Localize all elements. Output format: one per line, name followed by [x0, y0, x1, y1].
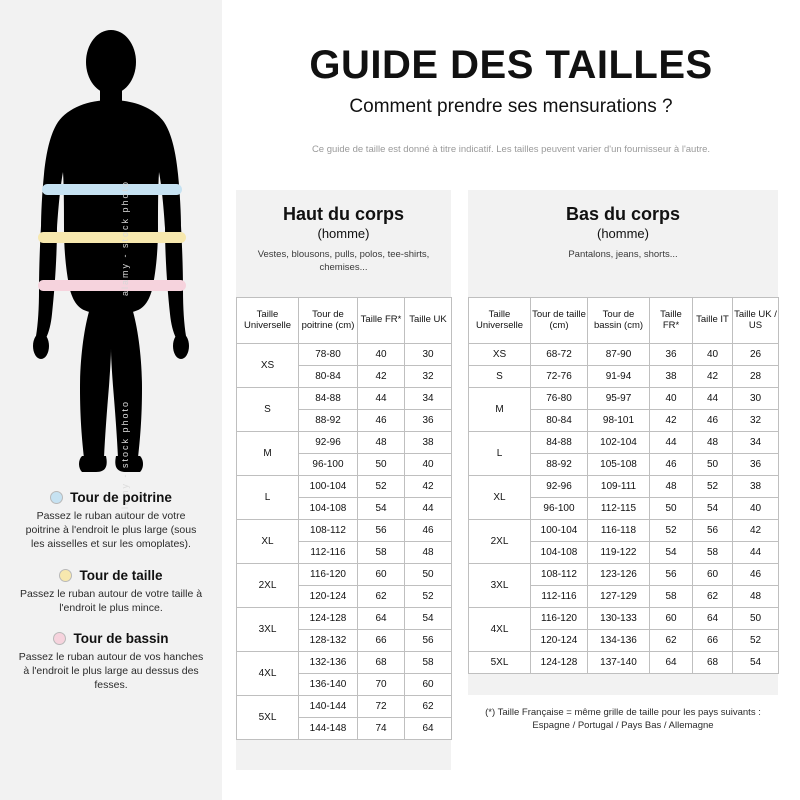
table-cell: 120-124	[299, 586, 358, 608]
table-cell: 88-92	[531, 454, 588, 476]
legend-waist-title-row	[14, 568, 208, 583]
table-cell: 52	[693, 476, 733, 498]
table-cell: 105-108	[588, 454, 650, 476]
table-cell: 91-94	[588, 366, 650, 388]
legend-chest	[14, 490, 208, 552]
universal-size-cell: 2XL	[237, 564, 299, 608]
column-header: Taille UK / US	[733, 298, 779, 344]
table-cell: 58	[693, 542, 733, 564]
column-header: Tour de bassin (cm)	[588, 298, 650, 344]
universal-size-cell: S	[237, 388, 299, 432]
universal-size-cell: L	[237, 476, 299, 520]
table-cell: 112-116	[531, 586, 588, 608]
waist-band-marker	[38, 232, 186, 243]
table-cell: 108-112	[531, 564, 588, 586]
table-cell: 42	[733, 520, 779, 542]
measurement-legend	[0, 490, 222, 708]
table-row	[469, 564, 779, 586]
legend-hip-title-row	[14, 631, 208, 646]
table-cell: 32	[405, 366, 452, 388]
table-cell: 96-100	[299, 454, 358, 476]
table-cell: 44	[358, 388, 405, 410]
table-cell: 60	[405, 674, 452, 696]
upper-body-title: Haut du corps	[282, 204, 404, 224]
universal-size-cell: 5XL	[469, 652, 531, 674]
table-cell: 68	[693, 652, 733, 674]
table-cell: 36	[405, 410, 452, 432]
table-cell: 66	[358, 630, 405, 652]
table-cell: 62	[405, 696, 452, 718]
table-cell: 66	[693, 630, 733, 652]
table-cell: 116-120	[299, 564, 358, 586]
table-cell: 116-120	[531, 608, 588, 630]
legend-waist	[14, 568, 208, 615]
table-cell: 104-108	[299, 498, 358, 520]
table-cell: 50	[405, 564, 452, 586]
table-cell: 124-128	[299, 608, 358, 630]
table-cell: 38	[733, 476, 779, 498]
table-cell: 98-101	[588, 410, 650, 432]
table-row	[237, 432, 452, 454]
table-cell: 40	[733, 498, 779, 520]
table-row	[237, 388, 452, 410]
table-cell: 48	[693, 432, 733, 454]
table-cell: 38	[650, 366, 693, 388]
table-footnote: (*) Taille Française = même grille de taille pour les pays suivants : Espagne / Portugal / Pays Bas / Allemagne	[485, 707, 761, 732]
legend-waist-title: Tour de taille	[79, 567, 163, 583]
table-cell: 50	[358, 454, 405, 476]
table-cell: 56	[650, 564, 693, 586]
table-cell: 42	[650, 410, 693, 432]
legend-hip-title: Tour de bassin	[73, 630, 169, 646]
watermark-text-1: alamy - stock photo	[120, 179, 130, 297]
table-cell: 80-84	[531, 410, 588, 432]
table-cell: 130-133	[588, 608, 650, 630]
table-cell: 52	[405, 586, 452, 608]
column-header: Taille FR*	[358, 298, 405, 344]
table-cell: 68	[358, 652, 405, 674]
table-cell: 44	[405, 498, 452, 520]
legend-chest-title: Tour de poitrine	[70, 490, 172, 505]
universal-size-cell: M	[469, 388, 531, 432]
table-cell: 62	[358, 586, 405, 608]
table-cell: 64	[358, 608, 405, 630]
table-cell: 109-111	[588, 476, 650, 498]
table-cell: 42	[405, 476, 452, 498]
table-cell: 78-80	[299, 344, 358, 366]
hip-band-marker	[38, 280, 186, 291]
lower-body-table	[468, 297, 779, 674]
upper-body-subtitle: (homme)	[317, 226, 370, 241]
table-cell: 136-140	[299, 674, 358, 696]
table-cell: 42	[358, 366, 405, 388]
table-cell: 52	[650, 520, 693, 542]
table-cell: 116-118	[588, 520, 650, 542]
table-cell: 56	[693, 520, 733, 542]
table-row	[469, 608, 779, 630]
table-cell: 64	[650, 652, 693, 674]
table-cell: 127-129	[588, 586, 650, 608]
column-header: Taille IT	[693, 298, 733, 344]
waist-color-dot-icon	[59, 569, 72, 582]
table-row	[469, 366, 779, 388]
universal-size-cell: XL	[237, 520, 299, 564]
male-silhouette-icon	[0, 28, 222, 488]
table-row	[237, 608, 452, 630]
table-cell: 38	[405, 432, 452, 454]
table-cell: 40	[693, 344, 733, 366]
column-header: Taille UK	[405, 298, 452, 344]
table-cell: 100-104	[299, 476, 358, 498]
table-cell: 40	[358, 344, 405, 366]
universal-size-cell: 2XL	[469, 520, 531, 564]
table-cell: 44	[693, 388, 733, 410]
table-cell: 52	[733, 630, 779, 652]
table-cell: 64	[405, 718, 452, 740]
lower-body-title: Bas du corps	[565, 204, 681, 224]
table-cell: 58	[650, 586, 693, 608]
table-cell: 84-88	[299, 388, 358, 410]
table-cell: 120-124	[531, 630, 588, 652]
table-cell: 46	[733, 564, 779, 586]
universal-size-cell: M	[237, 432, 299, 476]
lower-body-subtitle: (homme)	[596, 226, 649, 241]
table-cell: 46	[358, 410, 405, 432]
table-cell: 128-132	[299, 630, 358, 652]
table-cell: 30	[405, 344, 452, 366]
upper-body-table-wrap	[236, 297, 452, 740]
table-cell: 62	[650, 630, 693, 652]
lower-body-description: Pantalons, jeans, shorts...	[568, 249, 678, 260]
column-header: Taille FR*	[650, 298, 693, 344]
page-subtitle: Comment prendre ses mensurations ?	[349, 96, 673, 117]
universal-size-cell: 4XL	[237, 652, 299, 696]
table-cell: 48	[650, 476, 693, 498]
universal-size-cell: L	[469, 432, 531, 476]
table-cell: 124-128	[531, 652, 588, 674]
table-cell: 54	[650, 542, 693, 564]
universal-size-cell: XS	[237, 344, 299, 388]
table-cell: 112-115	[588, 498, 650, 520]
table-row	[469, 388, 779, 410]
table-cell: 60	[650, 608, 693, 630]
table-cell: 54	[733, 652, 779, 674]
universal-size-cell: XS	[469, 344, 531, 366]
upper-body-table	[236, 297, 452, 740]
table-row	[469, 476, 779, 498]
universal-size-cell: S	[469, 366, 531, 388]
table-cell: 46	[693, 410, 733, 432]
table-cell: 46	[405, 520, 452, 542]
table-row	[237, 520, 452, 542]
table-cell: 36	[733, 454, 779, 476]
table-row	[469, 344, 779, 366]
table-cell: 70	[358, 674, 405, 696]
table-cell: 92-96	[299, 432, 358, 454]
table-cell: 104-108	[531, 542, 588, 564]
table-cell: 58	[405, 652, 452, 674]
table-cell: 54	[405, 608, 452, 630]
chest-color-dot-icon	[50, 491, 63, 504]
table-cell: 34	[733, 432, 779, 454]
table-cell: 48	[358, 432, 405, 454]
table-cell: 46	[650, 454, 693, 476]
table-cell: 84-88	[531, 432, 588, 454]
universal-size-cell: XL	[469, 476, 531, 520]
table-cell: 36	[650, 344, 693, 366]
legend-chest-text: Passez le ruban autour de votre poitrine à l'endroit le plus large (sous les aisselles et sur les omoplates).	[25, 510, 197, 551]
lower-body-table-wrap	[468, 297, 779, 674]
table-cell: 40	[650, 388, 693, 410]
table-cell: 30	[733, 388, 779, 410]
universal-size-cell: 3XL	[237, 608, 299, 652]
universal-size-cell: 5XL	[237, 696, 299, 740]
legend-chest-title-row	[14, 490, 208, 505]
table-cell: 72	[358, 696, 405, 718]
table-cell: 112-116	[299, 542, 358, 564]
universal-size-cell: 4XL	[469, 608, 531, 652]
table-cell: 64	[693, 608, 733, 630]
table-cell: 132-136	[299, 652, 358, 674]
table-cell: 95-97	[588, 388, 650, 410]
table-row	[237, 652, 452, 674]
table-cell: 50	[733, 608, 779, 630]
table-cell: 56	[358, 520, 405, 542]
table-cell: 50	[650, 498, 693, 520]
table-cell: 54	[358, 498, 405, 520]
table-row	[469, 652, 779, 674]
table-row	[237, 476, 452, 498]
upper-body-description: Vestes, blousons, pulls, polos, tee-shirts, chemises...	[257, 249, 430, 273]
table-cell: 100-104	[531, 520, 588, 542]
table-cell: 44	[650, 432, 693, 454]
legend-waist-text: Passez le ruban autour de votre taille à l'endroit le plus mince.	[19, 587, 203, 614]
table-cell: 72-76	[531, 366, 588, 388]
table-cell: 87-90	[588, 344, 650, 366]
column-header: Taille Universelle	[237, 298, 299, 344]
column-header: Tour de taille (cm)	[531, 298, 588, 344]
page-title: GUIDE DES TAILLES	[309, 43, 713, 87]
table-cell: 48	[733, 586, 779, 608]
table-cell: 44	[733, 542, 779, 564]
table-row	[237, 696, 452, 718]
table-cell: 144-148	[299, 718, 358, 740]
table-cell: 76-80	[531, 388, 588, 410]
table-cell: 102-104	[588, 432, 650, 454]
table-cell: 119-122	[588, 542, 650, 564]
table-cell: 40	[405, 454, 452, 476]
table-cell: 34	[405, 388, 452, 410]
table-row	[237, 344, 452, 366]
table-cell: 140-144	[299, 696, 358, 718]
table-cell: 96-100	[531, 498, 588, 520]
chest-band-marker	[42, 184, 182, 195]
table-cell: 80-84	[299, 366, 358, 388]
table-cell: 88-92	[299, 410, 358, 432]
table-cell: 123-126	[588, 564, 650, 586]
table-row	[469, 432, 779, 454]
table-cell: 58	[358, 542, 405, 564]
table-cell: 50	[693, 454, 733, 476]
table-cell: 42	[693, 366, 733, 388]
table-cell: 54	[693, 498, 733, 520]
table-row	[237, 564, 452, 586]
table-cell: 60	[358, 564, 405, 586]
hip-color-dot-icon	[53, 632, 66, 645]
table-cell: 48	[405, 542, 452, 564]
column-header: Taille Universelle	[469, 298, 531, 344]
table-cell: 26	[733, 344, 779, 366]
page-header	[222, 0, 800, 155]
silhouette-panel	[0, 0, 222, 800]
table-row	[469, 520, 779, 542]
table-cell: 74	[358, 718, 405, 740]
table-cell: 137-140	[588, 652, 650, 674]
legend-hip	[14, 631, 208, 693]
column-header: Tour de poitrine (cm)	[299, 298, 358, 344]
table-header-row	[469, 298, 779, 344]
table-cell: 68-72	[531, 344, 588, 366]
table-cell: 92-96	[531, 476, 588, 498]
universal-size-cell: 3XL	[469, 564, 531, 608]
table-cell: 62	[693, 586, 733, 608]
legend-hip-text: Passez le ruban autour de vos hanches à l'endroit le plus large au dessus des fesses.	[18, 650, 204, 692]
table-cell: 60	[693, 564, 733, 586]
table-header-row	[237, 298, 452, 344]
table-cell: 108-112	[299, 520, 358, 542]
table-cell: 28	[733, 366, 779, 388]
table-cell: 56	[405, 630, 452, 652]
table-cell: 134-136	[588, 630, 650, 652]
page-disclaimer: Ce guide de taille est donné à titre indicatif. Les tailles peuvent varier d'un fournisseur à l'autre.	[311, 144, 711, 155]
table-cell: 32	[733, 410, 779, 432]
table-cell: 52	[358, 476, 405, 498]
watermark-text-2: alamy - stock photo	[120, 399, 130, 517]
